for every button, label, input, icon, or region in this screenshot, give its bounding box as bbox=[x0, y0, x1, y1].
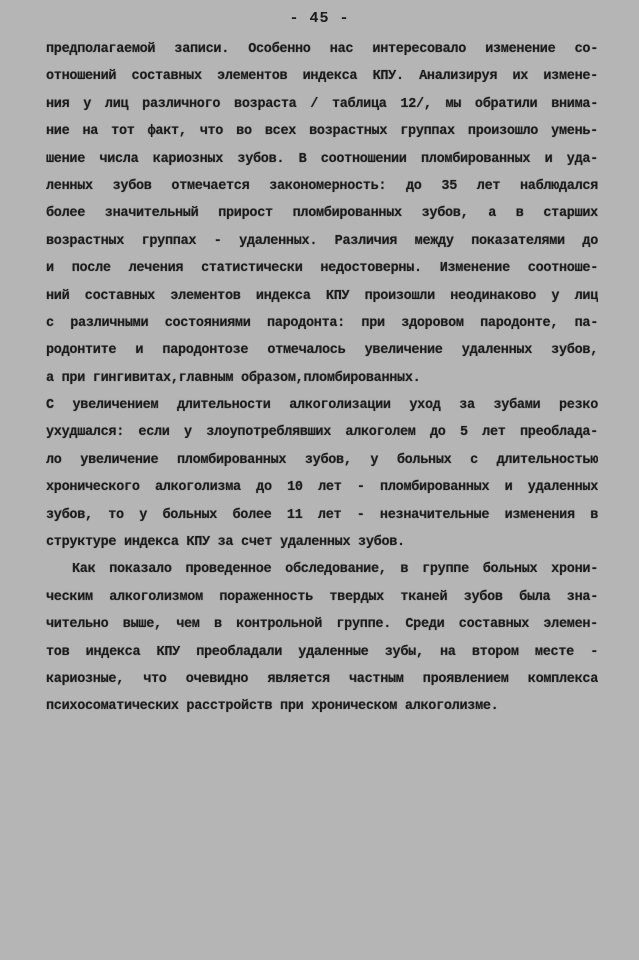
text-line: шение числа кариозных зубов. В соотношении пломбированных и уда- bbox=[46, 151, 598, 167]
text-line: родонтите и пародонтозе отмечалось увеличение удаленных зубов, bbox=[46, 343, 598, 359]
text-line: Как показало проведенное обследование, в группе больных хрони- bbox=[72, 562, 598, 578]
text-line: ло увеличение пломбированных зубов, у больных с длительностью bbox=[46, 452, 598, 468]
text-line: ние на тот факт, что во всех возрастных группах произошло умень- bbox=[46, 124, 598, 140]
text-line: предполагаемой записи. Особенно нас интересовало изменение со- bbox=[46, 42, 598, 57]
text-line: психосоматических расстройств при хроническом алкоголизме. bbox=[46, 699, 499, 715]
text-line: и после лечения статистически недостоверны. Изменение соотноше- bbox=[46, 261, 598, 277]
text-line: хронического алкоголизма до 10 лет - пломбированных и удаленных bbox=[46, 480, 598, 496]
text-line: чительно выше, чем в контрольной группе. Среди составных элемен- bbox=[46, 617, 598, 633]
text-line: структуре индекса КПУ за счет удаленных зубов. bbox=[46, 535, 405, 551]
body-text bbox=[46, 36, 598, 721]
text-line: С увеличением длительности алкоголизации уход за зубами резко bbox=[46, 398, 598, 414]
text-line: кариозные, что очевидно является частным проявлением комплекса bbox=[46, 671, 598, 687]
text-line: а при гингивитах,главным образом,пломбированных. bbox=[46, 370, 421, 386]
text-line: ния у лиц различного возраста / таблица 12/, мы обратили внима- bbox=[46, 96, 598, 112]
text-line: тов индекса КПУ преобладали удаленные зубы, на втором месте - bbox=[46, 644, 598, 660]
text-line: возрастных группах - удаленных. Различия между показателями до bbox=[46, 233, 598, 249]
text-line: отношений составных элементов индекса КПУ. Анализируя их измене- bbox=[46, 69, 598, 85]
text-line: ний составных элементов индекса КПУ произошли неодинаково у лиц bbox=[46, 288, 598, 304]
text-line: с различными состояниями пародонта: при здоровом пародонте, па- bbox=[46, 315, 598, 331]
text-line: ленных зубов отмечается закономерность: до 35 лет наблюдался bbox=[46, 178, 598, 194]
text-line: ухудшался: если у злоупотреблявших алкоголем до 5 лет преоблада- bbox=[46, 425, 598, 441]
text-line: более значительный прирост пломбированных зубов, а в старших bbox=[46, 206, 598, 222]
text-line: ческим алкоголизмом пораженность твердых тканей зубов была зна- bbox=[46, 589, 598, 605]
page-number: - 45 - bbox=[289, 10, 350, 27]
text-line: зубов, то у больных более 11 лет - незначительные изменения в bbox=[46, 507, 598, 523]
